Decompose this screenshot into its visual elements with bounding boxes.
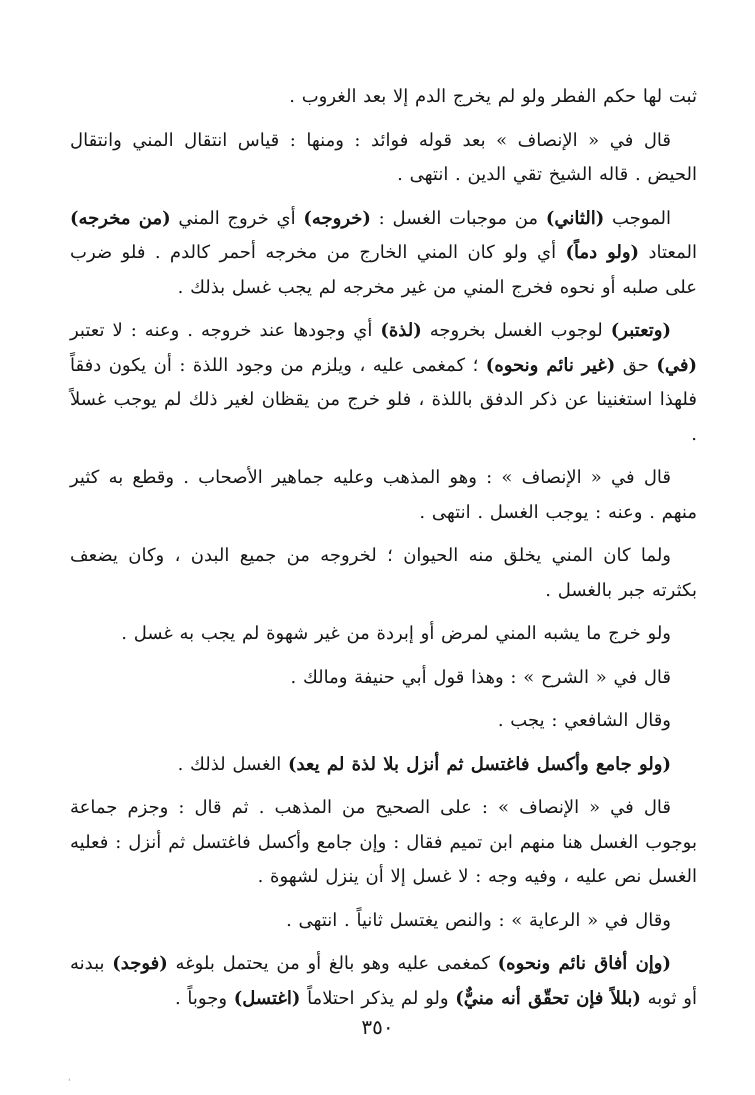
sharh-text: حق bbox=[615, 354, 657, 376]
sharh-text: من موجبات الغسل : bbox=[370, 207, 546, 229]
sharh-text: كمغمى عليه وهو بالغ أو من يحتمل بلوغه bbox=[167, 953, 498, 974]
matn-text: (لذة) bbox=[380, 320, 422, 341]
matn-text: (وتعتبر) bbox=[610, 320, 671, 341]
matn-text: (فوجد) bbox=[112, 953, 168, 974]
matn-text: (الثاني) bbox=[545, 207, 605, 229]
paragraph bbox=[70, 704, 697, 739]
sharh-text: ولما كان المني يخلق منه الحيوان ؛ لخروجه من جميع البدن ، وكان يضعف بكثرته جبر بالغسل . bbox=[70, 545, 697, 601]
matn-text: (بللاً فإن تحقّق أنه منيٌّ) bbox=[455, 987, 641, 1009]
matn-text: (اغتسل) bbox=[233, 987, 301, 1009]
paragraph bbox=[70, 80, 697, 115]
sharh-text: ؛ كمغمى عليه ، ويلزم من وجود اللذة : أن يكون دفقاً فلهذا استغنينا عن ذكر الدفق باللذة ، فلو خرج من يقظان لغير ذلك لم يوجب غسلاً . bbox=[70, 354, 697, 445]
sharh-text: قال في « الإنصاف » : وهو المذهب وعليه جماهير الأصحاب . وقطع به كثير منهم . وعنه : يوجب الغسل . انتهى . bbox=[70, 467, 697, 523]
matn-text: (خروجه) bbox=[303, 207, 371, 229]
matn-text: (ولو جامع وأكسل فاغتسل ثم أنزل بلا لذة لم يعد) bbox=[287, 753, 671, 775]
sharh-text: قال في « الإنصاف » : على الصحيح من المذهب . ثم قال : وجزم جماعة بوجوب الغسل هنا منهم ابن تميم فقال : وإن جامع وأكسل فاغتسل ثم أنزل : فعليه الغسل نص عليه ، وفيه وجه : لا غسل إلا أن ينزل لشهوة . bbox=[70, 797, 697, 887]
paragraph bbox=[70, 661, 697, 696]
sharh-text: قال في « الإنصاف » بعد قوله فوائد : ومنها : قياس انتقال المني وانتقال الحيض . قاله الشيخ تقي الدين . انتهى . bbox=[70, 129, 697, 185]
sharh-text: قال في « الشرح » : وهذا قول أبي حنيفة ومالك . bbox=[290, 666, 671, 688]
sharh-text: الغسل لذلك . bbox=[177, 753, 288, 775]
paragraph bbox=[70, 617, 697, 652]
sharh-text: أي وجودها عند خروجه . وعنه : لا تعتبر bbox=[70, 320, 381, 341]
sharh-text: وقال الشافعي : يجب . bbox=[497, 710, 671, 731]
matn-text: (ولو دماً) bbox=[565, 242, 640, 263]
matn-text: (غير نائم ونحوه) bbox=[485, 354, 616, 376]
sharh-text: ببدنه أو ثوبه bbox=[70, 953, 697, 1009]
paragraph bbox=[70, 202, 697, 306]
sharh-text: وجوباً . bbox=[174, 987, 234, 1009]
sharh-text: أي خروج المني bbox=[170, 207, 304, 229]
matn-text: (وإن أفاق نائم ونحوه) bbox=[497, 953, 671, 974]
matn-text: (في) bbox=[656, 354, 697, 376]
sharh-text: ثبت لها حكم الفطر ولو لم يخرج الدم إلا بعد الغروب . bbox=[289, 86, 697, 107]
page-number: ٣٥٠ bbox=[361, 1015, 394, 1039]
sharh-text: الموجب bbox=[604, 207, 671, 229]
paragraph bbox=[70, 791, 697, 895]
sharh-text: المعتاد bbox=[639, 242, 697, 263]
paragraph bbox=[70, 539, 697, 608]
sharh-text: ولو خرج ما يشبه المني لمرض أو إبردة من غير شهوة لم يجب به غسل . bbox=[121, 623, 671, 644]
paragraph bbox=[70, 314, 697, 452]
paragraph bbox=[70, 461, 697, 530]
paragraph bbox=[70, 947, 697, 1016]
paragraph bbox=[70, 124, 697, 193]
margin-mark: ' bbox=[68, 1078, 71, 1088]
page-body bbox=[70, 80, 697, 1025]
paragraph bbox=[70, 904, 697, 939]
matn-text: (من مخرجه) bbox=[70, 207, 171, 229]
paragraph bbox=[70, 748, 697, 783]
sharh-text: أي ولو كان المني الخارج من مخرجه أحمر كالدم . فلو ضرب على صلبه أو نحوه فخرج المني من غير مخرجه لم يجب غسل بذلك . bbox=[70, 242, 697, 298]
sharh-text: ولو لم يذكر احتلاماً bbox=[300, 987, 456, 1009]
sharh-text: وقال في « الرعاية » : والنص يغتسل ثانياً . انتهى . bbox=[286, 909, 671, 931]
sharh-text: لوجوب الغسل بخروجه bbox=[421, 320, 611, 341]
